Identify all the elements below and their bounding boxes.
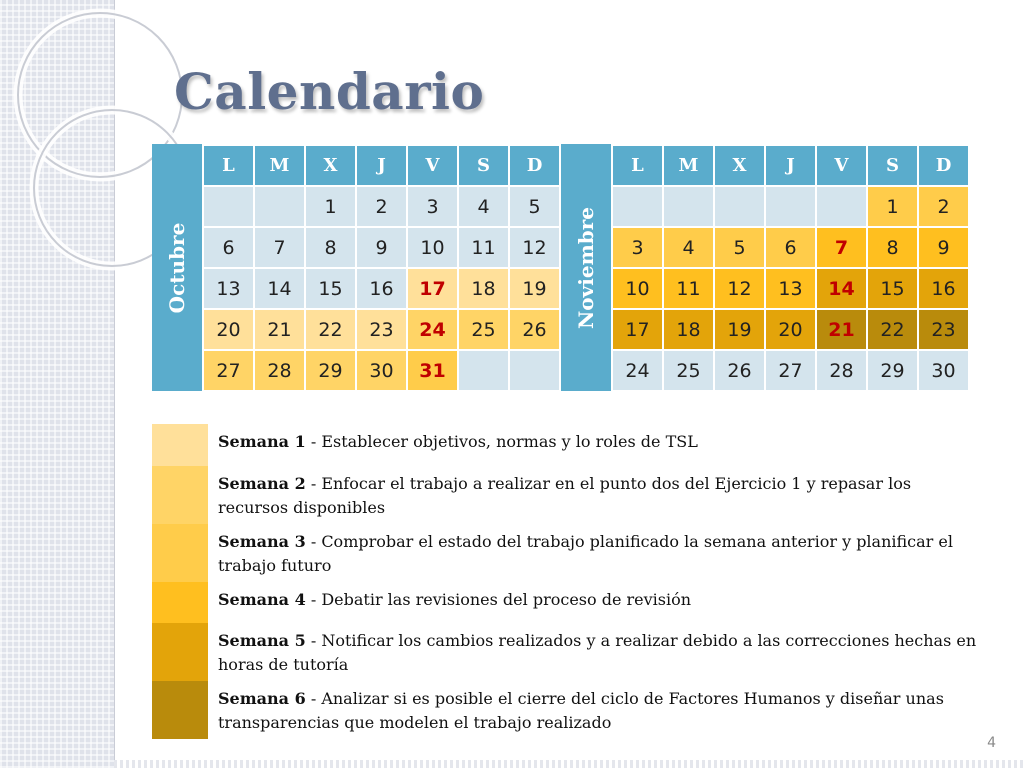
day-cell: 21	[816, 309, 867, 350]
day-cell: 30	[356, 350, 407, 391]
legend-swatch	[152, 424, 208, 466]
day-cell: 18	[458, 268, 509, 309]
day-cell: 26	[714, 350, 765, 391]
month-side-november	[561, 144, 611, 391]
calendar-november	[561, 144, 970, 391]
legend-swatch	[152, 524, 208, 582]
legend-description: - Analizar si es posible el cierre del ciclo de Factores Humanos y diseñar unas transparencias que modelen el trabajo realizado	[218, 689, 944, 732]
day-cell: 24	[612, 350, 663, 391]
day-cell: 6	[765, 227, 816, 268]
legend-week-label: Semana 5	[218, 631, 306, 650]
weekday-header: M	[254, 145, 305, 186]
day-cell: 12	[714, 268, 765, 309]
legend-row	[152, 681, 982, 739]
day-cell: 1	[867, 186, 918, 227]
day-cell: 10	[612, 268, 663, 309]
legend-description: - Notificar los cambios realizados y a realizar debido a las correcciones hechas en horas de tutoría	[218, 631, 977, 674]
week-row	[612, 227, 969, 268]
week-row	[203, 186, 560, 227]
day-cell: 12	[509, 227, 560, 268]
weekday-header: M	[663, 145, 714, 186]
legend-text	[208, 424, 698, 466]
weekday-header-row	[203, 145, 560, 186]
legend-week-label: Semana 3	[218, 532, 306, 551]
day-cell: 13	[203, 268, 254, 309]
day-cell: 8	[305, 227, 356, 268]
day-cell: 14	[254, 268, 305, 309]
weekday-header: J	[356, 145, 407, 186]
day-cell: 17	[612, 309, 663, 350]
slide-title: Calendario	[174, 62, 485, 121]
november-grid	[611, 144, 970, 392]
week-row	[612, 268, 969, 309]
day-cell: 5	[509, 186, 560, 227]
day-cell: 7	[816, 227, 867, 268]
day-cell: 25	[663, 350, 714, 391]
day-cell: 15	[305, 268, 356, 309]
weekday-header: L	[203, 145, 254, 186]
day-cell: 7	[254, 227, 305, 268]
day-cell: 27	[765, 350, 816, 391]
day-cell: 27	[203, 350, 254, 391]
legend-week-label: Semana 4	[218, 590, 306, 609]
day-cell: 3	[612, 227, 663, 268]
day-cell: 9	[918, 227, 969, 268]
day-cell: 24	[407, 309, 458, 350]
day-cell	[509, 350, 560, 391]
day-cell: 23	[356, 309, 407, 350]
weekday-header: J	[765, 145, 816, 186]
day-cell: 20	[765, 309, 816, 350]
week-row	[203, 309, 560, 350]
legend-row	[152, 424, 982, 466]
day-cell: 2	[356, 186, 407, 227]
day-cell	[816, 186, 867, 227]
legend-description: - Comprobar el estado del trabajo planificado la semana anterior y planificar el trabajo futuro	[218, 532, 953, 575]
legend-swatch	[152, 582, 208, 623]
day-cell: 10	[407, 227, 458, 268]
day-cell: 18	[663, 309, 714, 350]
week-row	[612, 350, 969, 391]
calendar-october	[152, 144, 561, 391]
legend-text	[208, 623, 982, 681]
legend-text	[208, 681, 982, 739]
day-cell: 5	[714, 227, 765, 268]
weekday-header: V	[407, 145, 458, 186]
day-cell	[612, 186, 663, 227]
week-row	[203, 268, 560, 309]
weeks-legend	[152, 424, 982, 739]
weekday-header: X	[305, 145, 356, 186]
day-cell: 23	[918, 309, 969, 350]
weekday-header: L	[612, 145, 663, 186]
legend-row	[152, 623, 982, 681]
weekday-header: S	[867, 145, 918, 186]
day-cell	[203, 186, 254, 227]
legend-row	[152, 524, 982, 582]
page-number: 4	[987, 735, 996, 751]
day-cell: 9	[356, 227, 407, 268]
weekday-header: D	[918, 145, 969, 186]
day-cell: 30	[918, 350, 969, 391]
day-cell: 3	[407, 186, 458, 227]
day-cell: 6	[203, 227, 254, 268]
legend-week-label: Semana 1	[218, 432, 306, 451]
day-cell	[254, 186, 305, 227]
month-label-november: Noviembre	[574, 206, 598, 329]
day-cell: 13	[765, 268, 816, 309]
day-cell	[663, 186, 714, 227]
weekday-header: V	[816, 145, 867, 186]
day-cell: 8	[867, 227, 918, 268]
month-label-october: Octubre	[165, 222, 189, 313]
legend-text	[208, 466, 982, 524]
legend-swatch	[152, 681, 208, 739]
legend-text	[208, 524, 982, 582]
day-cell: 4	[458, 186, 509, 227]
month-side-october	[152, 144, 202, 391]
day-cell: 4	[663, 227, 714, 268]
legend-swatch	[152, 466, 208, 524]
day-cell: 21	[254, 309, 305, 350]
legend-swatch	[152, 623, 208, 681]
legend-description: - Debatir las revisiones del proceso de revisión	[305, 590, 692, 609]
day-cell: 17	[407, 268, 458, 309]
weekday-header: S	[458, 145, 509, 186]
day-cell: 11	[458, 227, 509, 268]
day-cell: 25	[458, 309, 509, 350]
day-cell: 28	[816, 350, 867, 391]
day-cell: 29	[305, 350, 356, 391]
decorative-bottom-band	[114, 760, 1024, 768]
legend-description: - Enfocar el trabajo a realizar en el punto dos del Ejercicio 1 y repasar los recursos disponibles	[218, 474, 912, 517]
day-cell: 16	[356, 268, 407, 309]
week-row	[612, 309, 969, 350]
legend-week-label: Semana 6	[218, 689, 306, 708]
day-cell: 28	[254, 350, 305, 391]
october-grid	[202, 144, 561, 392]
day-cell: 11	[663, 268, 714, 309]
legend-week-label: Semana 2	[218, 474, 306, 493]
day-cell: 19	[714, 309, 765, 350]
day-cell	[458, 350, 509, 391]
day-cell: 15	[867, 268, 918, 309]
weekday-header: D	[509, 145, 560, 186]
legend-row	[152, 582, 982, 623]
day-cell: 19	[509, 268, 560, 309]
legend-description: - Establecer objetivos, normas y lo roles de TSL	[305, 432, 698, 451]
day-cell: 14	[816, 268, 867, 309]
day-cell: 20	[203, 309, 254, 350]
week-row	[203, 350, 560, 391]
day-cell	[765, 186, 816, 227]
day-cell: 22	[305, 309, 356, 350]
day-cell: 22	[867, 309, 918, 350]
day-cell: 1	[305, 186, 356, 227]
legend-text	[208, 582, 691, 623]
weekday-header-row	[612, 145, 969, 186]
day-cell: 26	[509, 309, 560, 350]
day-cell	[714, 186, 765, 227]
day-cell: 31	[407, 350, 458, 391]
week-row	[612, 186, 969, 227]
weekday-header: X	[714, 145, 765, 186]
day-cell: 16	[918, 268, 969, 309]
day-cell: 29	[867, 350, 918, 391]
legend-row	[152, 466, 982, 524]
week-row	[203, 227, 560, 268]
day-cell: 2	[918, 186, 969, 227]
